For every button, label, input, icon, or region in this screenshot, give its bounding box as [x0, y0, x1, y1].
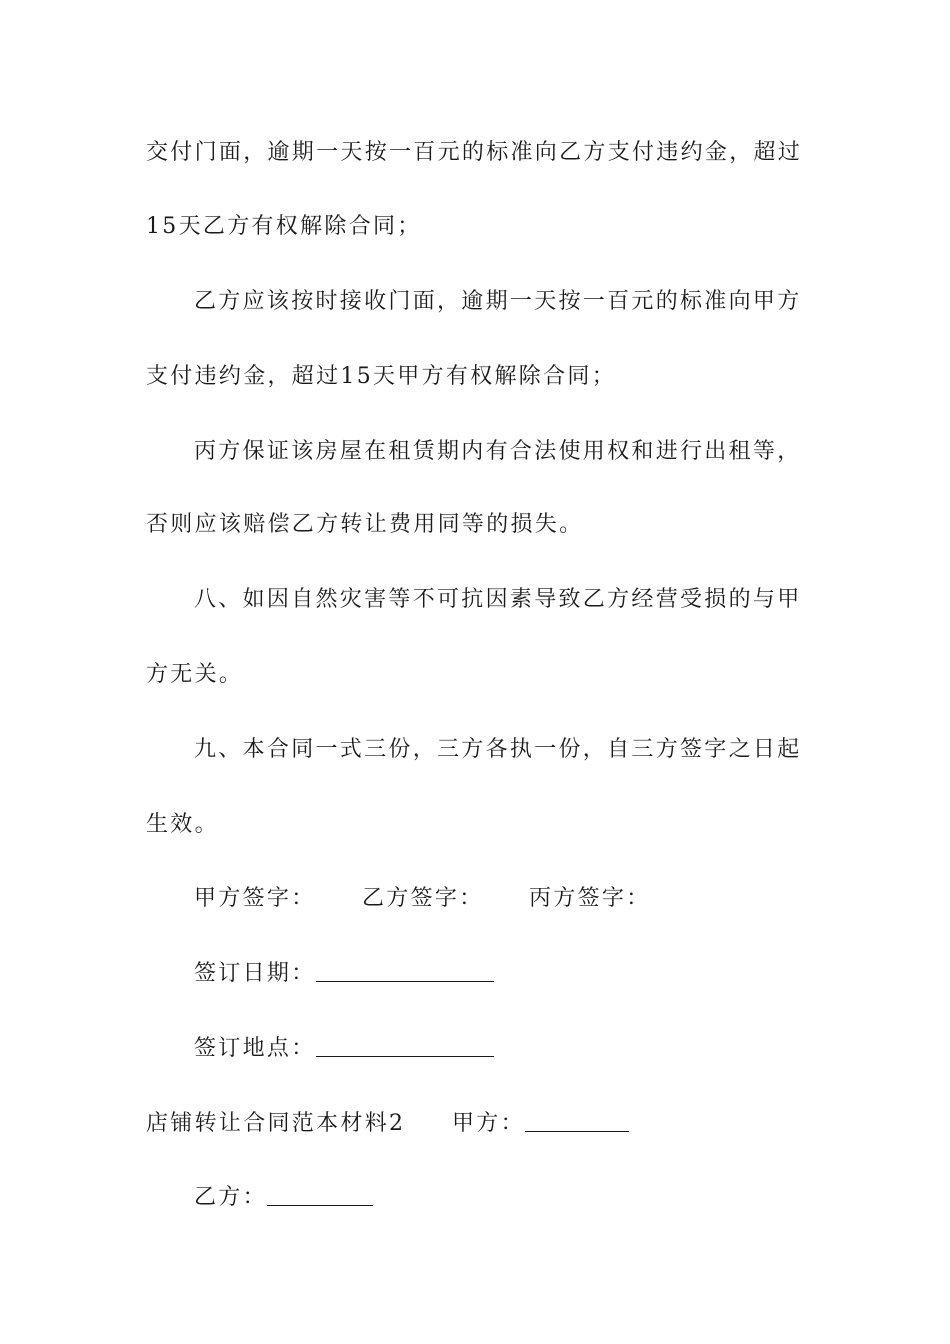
paragraph-line: 生效。 — [146, 812, 219, 837]
contract2-party-a — [452, 1109, 629, 1139]
contract2-party-b-row — [194, 1183, 816, 1213]
party-c-signature-label: 丙方签字： — [529, 886, 651, 911]
contract2-title: 店铺转让合同范本材料2 — [146, 1111, 406, 1136]
paragraph-line: 15天乙方有权解除合同； — [146, 214, 422, 239]
sign-date-label: 签订日期： — [194, 961, 316, 986]
paragraph-line: 支付违约金，超过15天甲方有权解除合同； — [146, 364, 616, 389]
party-b-signature-label: 乙方签字： — [362, 886, 484, 911]
contract2-party-a-blank — [525, 1109, 629, 1132]
contract2-party-b-blank — [267, 1183, 373, 1206]
party-a-signature-label: 甲方签字： — [194, 886, 316, 911]
paragraph-line: 否则应该赔偿乙方转让费用同等的损失。 — [146, 512, 584, 537]
sign-date-blank — [316, 959, 494, 982]
contract2-party-a-label: 甲方： — [452, 1111, 525, 1136]
signature-row — [194, 884, 816, 914]
sign-place-label: 签订地点： — [194, 1036, 316, 1061]
clause-nine: 九、本合同一式三份，三方各执一份，自三方签字之日起 — [194, 737, 802, 762]
paragraph-line: 交付门面，逾期一天按一百元的标准向乙方支付违约金，超过 — [146, 140, 803, 165]
contract2-party-b-label: 乙方： — [194, 1185, 267, 1210]
sign-place-blank — [316, 1034, 494, 1057]
paragraph-line: 方无关。 — [146, 662, 244, 687]
sign-date-row — [194, 959, 816, 989]
paragraph-line: 乙方应该按时接收门面，逾期一天按一百元的标准向甲方 — [194, 289, 802, 314]
paragraph-line: 丙方保证该房屋在租赁期内有合法使用权和进行出租等， — [194, 439, 802, 464]
contract2-header-row — [146, 1109, 816, 1139]
clause-eight: 八、如因自然灾害等不可抗因素导致乙方经营受损的与甲 — [194, 587, 802, 612]
sign-place-row — [194, 1034, 816, 1064]
